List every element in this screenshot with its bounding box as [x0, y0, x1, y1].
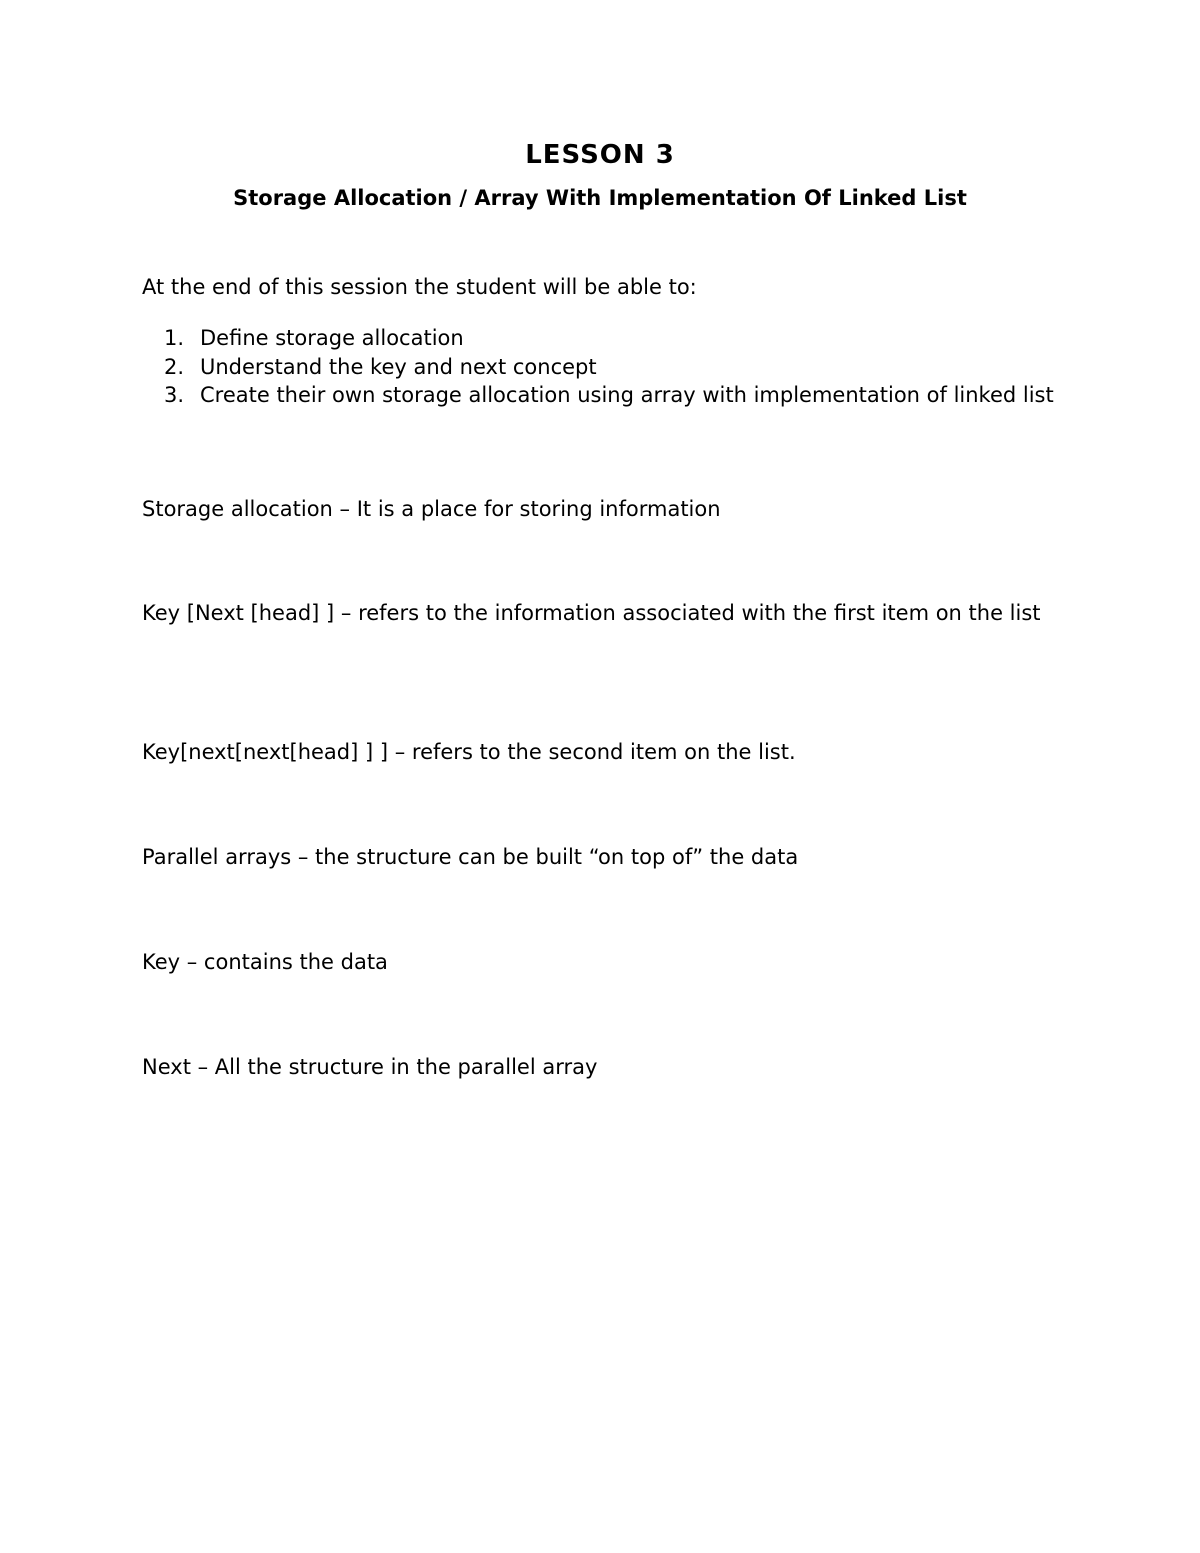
objective-number: 1.	[164, 326, 185, 350]
objective-text: Understand the key and next concept	[200, 354, 597, 379]
objective-text: Create their own storage allocation using array with implementation of linked list	[200, 383, 1054, 407]
objectives-intro: At the end of this session the student will be able to:	[142, 275, 697, 299]
definition-key: Key – contains the data	[142, 950, 388, 974]
objectives-list	[142, 324, 1062, 410]
definition-next: Next – All the structure in the parallel array	[142, 1055, 598, 1079]
objective-text: Define storage allocation	[200, 326, 464, 350]
definition-key-next-head: Key [Next [head] ] – refers to the information associated with the first item on the list	[142, 601, 1041, 625]
objective-number: 3.	[164, 383, 185, 407]
definition-storage-allocation: Storage allocation – It is a place for storing information	[142, 497, 721, 521]
objective-item	[142, 324, 1062, 353]
definition-key-next-next-head: Key[next[next[head] ] ] – refers to the second item on the list.	[142, 740, 796, 764]
lesson-subtitle: Storage Allocation / Array With Implementation Of Linked List	[233, 186, 967, 210]
objective-number: 2.	[164, 354, 185, 379]
objective-item	[142, 353, 1062, 382]
definition-parallel-arrays: Parallel arrays – the structure can be built “on top of” the data	[142, 845, 799, 869]
lesson-title: LESSON 3	[525, 140, 675, 170]
objective-item	[142, 381, 1062, 410]
